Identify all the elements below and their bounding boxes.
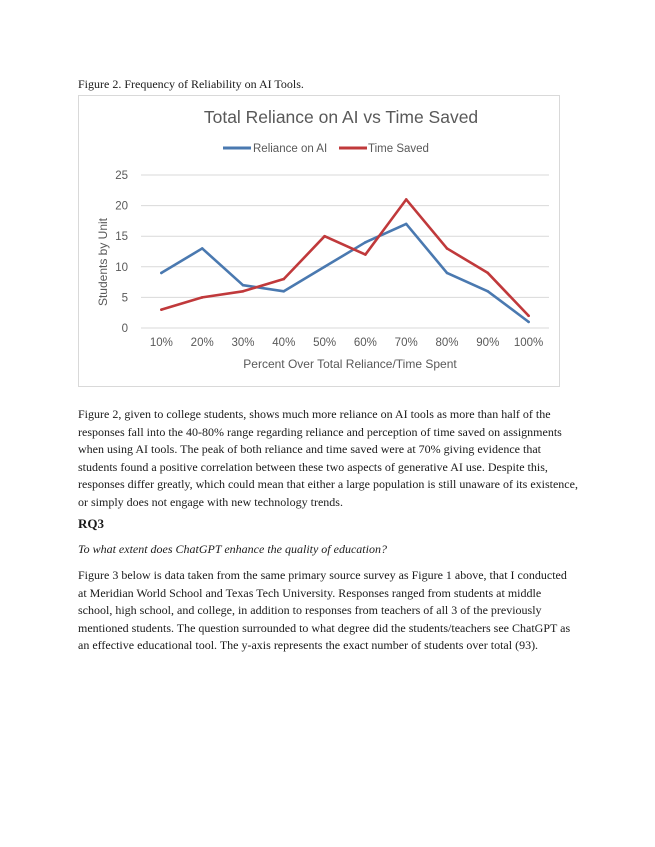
data-point: [446, 272, 449, 275]
x-tick-label: 20%: [190, 337, 214, 349]
y-tick-label: 10: [115, 261, 128, 274]
y-tick-label: 0: [121, 323, 128, 335]
data-point: [160, 308, 163, 311]
data-point: [242, 290, 245, 293]
data-point: [487, 290, 490, 293]
x-tick-label: 40%: [272, 337, 296, 349]
x-tick-label: 10%: [149, 337, 173, 349]
paragraph-figure-3-intro: Figure 3 below is data taken from the same primary source survey as Figure 1 above, that I conducted at Meridian World School and Texas Tech University. Responses ranged from students at middle school, high school, and college, in addition to responses from teachers of all 3 of the previously mentioned students. The question surrounded to what degree did the students/teachers see ChatGPT as an effective educational tool. The y-axis represents the exact number of students over total (93).: [78, 568, 571, 653]
data-point: [323, 235, 326, 238]
data-point: [364, 253, 367, 256]
y-tick-label: 5: [121, 292, 128, 305]
series-line-reliance-on-ai: [161, 224, 528, 322]
data-point: [405, 223, 408, 226]
x-tick-label: 30%: [231, 337, 255, 349]
x-axis-ticks: [150, 337, 543, 349]
x-tick-label: 70%: [394, 337, 418, 349]
series-line-time-saved: [161, 199, 528, 315]
chart-title: Total Reliance on AI vs Time Saved: [203, 107, 479, 127]
gridlines: [141, 175, 549, 328]
data-point: [323, 266, 326, 269]
data-point: [283, 290, 286, 293]
section-heading-rq3: RQ3: [78, 516, 104, 531]
data-point: [201, 247, 204, 250]
data-point: [527, 321, 530, 324]
x-tick-label: 80%: [435, 337, 459, 349]
y-tick-label: 25: [115, 170, 128, 182]
data-point: [364, 241, 367, 244]
data-point: [160, 272, 163, 275]
data-point: [487, 272, 490, 275]
data-point: [405, 198, 408, 201]
figure-caption: Figure 2. Frequency of Reliability on AI Tools.: [78, 77, 304, 91]
x-axis-label: Percent Over Total Reliance/Time Spent: [243, 357, 457, 371]
x-tick-label: 90%: [476, 337, 500, 349]
y-tick-label: 20: [115, 200, 128, 213]
y-tick-label: 15: [115, 231, 128, 244]
y-axis-label: Students by Unit: [96, 217, 110, 307]
legend-label-time-saved: Time Saved: [368, 143, 429, 155]
research-question: To what extent does ChatGPT enhance the quality of education?: [78, 542, 387, 556]
data-point: [446, 247, 449, 250]
data-point: [201, 296, 204, 299]
legend-label-reliance: Reliance on AI: [253, 143, 328, 155]
y-axis-ticks: [115, 170, 128, 335]
data-point: [242, 284, 245, 287]
x-tick-label: 50%: [313, 337, 337, 349]
data-point: [527, 314, 530, 317]
chart-canvas: [79, 96, 559, 386]
paragraph-figure-2-discussion: Figure 2, given to college students, shows much more reliance on AI tools as more than half of the responses fall into the 40-80% range regarding reliance and perception of time saved on assignments when using AI tools. The peak of both reliance and time saved were at 70% giving evidence that students found a positive correlation between these two aspects of generative AI use. Despite this, responses differ greatly, which could mean that either a large population is still unaware of its existence, or simply does not engage with new technology trends.: [78, 407, 578, 509]
x-tick-label: 60%: [353, 337, 377, 349]
line-chart: [78, 95, 560, 387]
chart-legend: [223, 143, 429, 155]
x-tick-label: 100%: [513, 337, 544, 349]
data-point: [283, 278, 286, 281]
series-layer: [160, 198, 530, 323]
